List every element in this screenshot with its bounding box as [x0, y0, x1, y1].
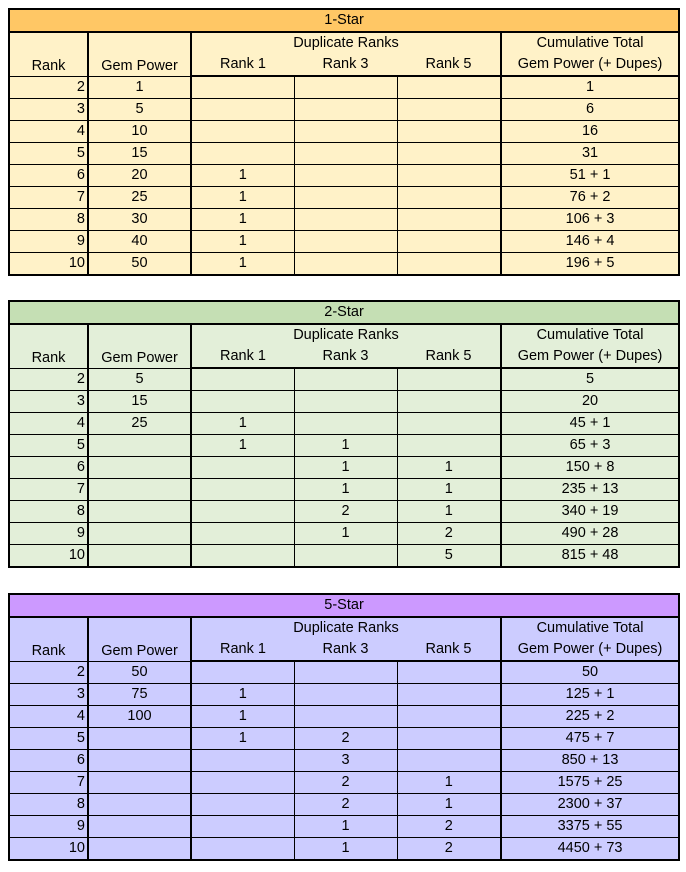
cumulative-total-cell: 31 [501, 143, 679, 165]
rank-cell: 3 [9, 99, 88, 121]
rank1-dupes-cell [191, 661, 294, 684]
rank5-dupes-cell: 5 [397, 545, 501, 568]
rank-cell: 6 [9, 165, 88, 187]
rank1-dupes-cell [191, 143, 294, 165]
rank5-dupes-cell: 1 [397, 794, 501, 816]
rank5-dupes-cell [397, 209, 501, 231]
rank1-dupes-cell [191, 479, 294, 501]
table-row [9, 76, 679, 99]
gem-power-cell: 15 [88, 391, 191, 413]
gem-power-cell: 25 [88, 413, 191, 435]
rank3-dupes-cell [294, 231, 397, 253]
rank5-dupes-cell [397, 684, 501, 706]
gem-power-header: Gem Power [88, 324, 191, 368]
rank1-dupes-cell [191, 794, 294, 816]
five-star-table [8, 593, 680, 861]
table-row [9, 413, 679, 435]
cumulative-total-cell: 6 [501, 99, 679, 121]
rank-cell: 6 [9, 457, 88, 479]
rank-cell: 5 [9, 143, 88, 165]
rank1-dupes-cell [191, 523, 294, 545]
rank5-header: Rank 5 [397, 54, 501, 76]
rank3-dupes-cell: 1 [294, 435, 397, 457]
rank3-dupes-cell [294, 545, 397, 568]
gem-power-cell: 15 [88, 143, 191, 165]
rank5-header: Rank 5 [397, 639, 501, 661]
rank3-dupes-cell: 3 [294, 750, 397, 772]
cumulative-total-cell: 146 + 4 [501, 231, 679, 253]
rank-cell: 7 [9, 187, 88, 209]
rank-cell: 4 [9, 706, 88, 728]
cumulative-total-cell: 1575 + 25 [501, 772, 679, 794]
rank1-dupes-cell: 1 [191, 209, 294, 231]
gem-power-cell [88, 838, 191, 861]
rank3-dupes-cell [294, 143, 397, 165]
cumulative-total-cell: 45 + 1 [501, 413, 679, 435]
cumulative-total-cell: 65 + 3 [501, 435, 679, 457]
table-title: 5-Star [9, 594, 679, 617]
rank1-dupes-cell [191, 76, 294, 99]
header-row [9, 32, 679, 54]
table-row [9, 479, 679, 501]
rank-cell: 6 [9, 750, 88, 772]
one-star-table [8, 8, 680, 276]
rank5-dupes-cell: 2 [397, 838, 501, 861]
rank3-dupes-cell [294, 121, 397, 143]
rank-cell: 3 [9, 684, 88, 706]
gem-power-cell [88, 435, 191, 457]
table-row [9, 750, 679, 772]
table-row [9, 661, 679, 684]
rank1-dupes-cell: 1 [191, 435, 294, 457]
table-row [9, 99, 679, 121]
rank3-dupes-cell: 2 [294, 728, 397, 750]
rank5-dupes-cell [397, 706, 501, 728]
rank5-dupes-cell [397, 99, 501, 121]
gem-power-cell [88, 501, 191, 523]
header-row [9, 324, 679, 346]
table-row [9, 706, 679, 728]
table-row [9, 728, 679, 750]
cumulative-total-cell: 340 + 19 [501, 501, 679, 523]
cumulative-total-cell: 2300 + 37 [501, 794, 679, 816]
rank5-dupes-cell: 2 [397, 816, 501, 838]
rank1-header: Rank 1 [191, 54, 294, 76]
cumulative-total-cell: 5 [501, 368, 679, 391]
rank1-header: Rank 1 [191, 639, 294, 661]
rank3-dupes-cell [294, 661, 397, 684]
rank3-dupes-cell [294, 253, 397, 276]
rank3-dupes-cell [294, 706, 397, 728]
table-row [9, 253, 679, 276]
table-row [9, 368, 679, 391]
cumulative-total-cell: 76 + 2 [501, 187, 679, 209]
rank-cell: 8 [9, 209, 88, 231]
cumulative-header-line1: Cumulative Total [501, 32, 679, 54]
cumulative-total-cell: 475 + 7 [501, 728, 679, 750]
cumulative-total-cell: 51 + 1 [501, 165, 679, 187]
rank1-dupes-cell: 1 [191, 728, 294, 750]
table-row [9, 816, 679, 838]
rank3-dupes-cell: 1 [294, 523, 397, 545]
gem-power-cell: 10 [88, 121, 191, 143]
gem-power-cell: 1 [88, 76, 191, 99]
rank-cell: 5 [9, 435, 88, 457]
rank-header: Rank [9, 32, 88, 76]
rank-cell: 4 [9, 413, 88, 435]
gem-power-cell [88, 794, 191, 816]
table-row [9, 143, 679, 165]
rank1-dupes-cell: 1 [191, 231, 294, 253]
rank3-dupes-cell [294, 368, 397, 391]
rank5-dupes-cell [397, 728, 501, 750]
gem-power-cell: 5 [88, 368, 191, 391]
rank5-dupes-cell: 2 [397, 523, 501, 545]
rank-cell: 9 [9, 231, 88, 253]
rank3-header: Rank 3 [294, 54, 397, 76]
rank3-dupes-cell [294, 99, 397, 121]
table-row [9, 231, 679, 253]
rank3-dupes-cell: 2 [294, 772, 397, 794]
rank5-dupes-cell [397, 413, 501, 435]
rank-cell: 2 [9, 661, 88, 684]
gem-power-cell: 50 [88, 253, 191, 276]
gem-power-cell: 100 [88, 706, 191, 728]
rank-cell: 8 [9, 794, 88, 816]
rank5-dupes-cell [397, 661, 501, 684]
table-row [9, 501, 679, 523]
duplicate-ranks-header: Duplicate Ranks [191, 324, 501, 346]
rank-cell: 9 [9, 523, 88, 545]
cumulative-total-cell: 50 [501, 661, 679, 684]
cumulative-header-line2: Gem Power (+ Dupes) [501, 54, 679, 76]
cumulative-header-line2: Gem Power (+ Dupes) [501, 346, 679, 368]
rank-cell: 10 [9, 545, 88, 568]
two-star-table [8, 300, 680, 568]
title-row [9, 301, 679, 324]
rank3-dupes-cell [294, 684, 397, 706]
table-row [9, 523, 679, 545]
rank3-dupes-cell [294, 209, 397, 231]
cumulative-total-cell: 4450 + 73 [501, 838, 679, 861]
cumulative-total-cell: 3375 + 55 [501, 816, 679, 838]
table-title: 1-Star [9, 9, 679, 32]
rank-cell: 3 [9, 391, 88, 413]
rank1-dupes-cell [191, 838, 294, 861]
rank1-dupes-cell: 1 [191, 684, 294, 706]
gem-power-cell [88, 523, 191, 545]
rank-cell: 10 [9, 253, 88, 276]
gem-power-cell: 40 [88, 231, 191, 253]
rank1-header: Rank 1 [191, 346, 294, 368]
table-title: 2-Star [9, 301, 679, 324]
rank5-dupes-cell: 1 [397, 501, 501, 523]
rank1-dupes-cell: 1 [191, 413, 294, 435]
rank-cell: 9 [9, 816, 88, 838]
rank1-dupes-cell: 1 [191, 253, 294, 276]
gem-power-header: Gem Power [88, 32, 191, 76]
rank-cell: 2 [9, 368, 88, 391]
rank1-dupes-cell: 1 [191, 706, 294, 728]
rank3-dupes-cell: 1 [294, 479, 397, 501]
gem-power-cell: 5 [88, 99, 191, 121]
cumulative-total-cell: 490 + 28 [501, 523, 679, 545]
rank5-dupes-cell [397, 143, 501, 165]
rank5-dupes-cell [397, 391, 501, 413]
table-row [9, 121, 679, 143]
cumulative-total-cell: 196 + 5 [501, 253, 679, 276]
gem-power-cell: 20 [88, 165, 191, 187]
gem-power-cell: 30 [88, 209, 191, 231]
cumulative-total-cell: 125 + 1 [501, 684, 679, 706]
rank5-dupes-cell: 1 [397, 457, 501, 479]
table-row [9, 457, 679, 479]
rank5-dupes-cell [397, 165, 501, 187]
rank3-dupes-cell: 2 [294, 501, 397, 523]
rank3-dupes-cell: 2 [294, 794, 397, 816]
table-row [9, 187, 679, 209]
gem-power-cell: 25 [88, 187, 191, 209]
rank-cell: 10 [9, 838, 88, 861]
title-row [9, 594, 679, 617]
cumulative-total-cell: 106 + 3 [501, 209, 679, 231]
table-row [9, 838, 679, 861]
rank5-dupes-cell [397, 368, 501, 391]
cumulative-total-cell: 16 [501, 121, 679, 143]
rank1-dupes-cell [191, 99, 294, 121]
rank5-dupes-cell: 1 [397, 479, 501, 501]
rank5-dupes-cell [397, 435, 501, 457]
rank3-dupes-cell [294, 187, 397, 209]
rank-cell: 7 [9, 772, 88, 794]
table-row [9, 794, 679, 816]
rank-cell: 5 [9, 728, 88, 750]
gem-power-header: Gem Power [88, 617, 191, 661]
rank3-dupes-cell [294, 76, 397, 99]
rank3-header: Rank 3 [294, 346, 397, 368]
rank5-dupes-cell [397, 187, 501, 209]
rank1-dupes-cell [191, 545, 294, 568]
rank5-dupes-cell [397, 750, 501, 772]
duplicate-ranks-header: Duplicate Ranks [191, 32, 501, 54]
gem-power-cell [88, 479, 191, 501]
cumulative-total-cell: 850 + 13 [501, 750, 679, 772]
rank5-dupes-cell [397, 76, 501, 99]
rank1-dupes-cell: 1 [191, 165, 294, 187]
gem-power-cell [88, 816, 191, 838]
cumulative-header-line2: Gem Power (+ Dupes) [501, 639, 679, 661]
gem-power-cell [88, 545, 191, 568]
cumulative-header-line1: Cumulative Total [501, 617, 679, 639]
rank1-dupes-cell [191, 750, 294, 772]
rank3-dupes-cell: 1 [294, 816, 397, 838]
rank1-dupes-cell [191, 391, 294, 413]
table-row [9, 684, 679, 706]
cumulative-header-line1: Cumulative Total [501, 324, 679, 346]
rank3-dupes-cell [294, 165, 397, 187]
rank3-dupes-cell: 1 [294, 838, 397, 861]
rank-cell: 2 [9, 76, 88, 99]
rank3-dupes-cell [294, 391, 397, 413]
table-row [9, 545, 679, 568]
rank3-dupes-cell [294, 413, 397, 435]
table-row [9, 435, 679, 457]
table-row [9, 209, 679, 231]
header-row [9, 617, 679, 639]
rank1-dupes-cell [191, 772, 294, 794]
table-row [9, 772, 679, 794]
rank5-dupes-cell: 1 [397, 772, 501, 794]
rank5-header: Rank 5 [397, 346, 501, 368]
rank1-dupes-cell [191, 816, 294, 838]
cumulative-total-cell: 150 + 8 [501, 457, 679, 479]
rank5-dupes-cell [397, 253, 501, 276]
table-row [9, 165, 679, 187]
gem-power-cell: 50 [88, 661, 191, 684]
rank-header: Rank [9, 617, 88, 661]
rank1-dupes-cell: 1 [191, 187, 294, 209]
cumulative-total-cell: 225 + 2 [501, 706, 679, 728]
gem-power-cell [88, 728, 191, 750]
title-row [9, 9, 679, 32]
rank1-dupes-cell [191, 368, 294, 391]
cumulative-total-cell: 1 [501, 76, 679, 99]
rank3-dupes-cell: 1 [294, 457, 397, 479]
rank-cell: 8 [9, 501, 88, 523]
rank-cell: 4 [9, 121, 88, 143]
gem-power-cell: 75 [88, 684, 191, 706]
rank-cell: 7 [9, 479, 88, 501]
gem-power-cell [88, 457, 191, 479]
rank5-dupes-cell [397, 231, 501, 253]
rank1-dupes-cell [191, 457, 294, 479]
rank-header: Rank [9, 324, 88, 368]
gem-power-cell [88, 750, 191, 772]
cumulative-total-cell: 815 + 48 [501, 545, 679, 568]
duplicate-ranks-header: Duplicate Ranks [191, 617, 501, 639]
cumulative-total-cell: 20 [501, 391, 679, 413]
rank3-header: Rank 3 [294, 639, 397, 661]
gem-power-cell [88, 772, 191, 794]
cumulative-total-cell: 235 + 13 [501, 479, 679, 501]
rank5-dupes-cell [397, 121, 501, 143]
table-row [9, 391, 679, 413]
rank1-dupes-cell [191, 501, 294, 523]
rank1-dupes-cell [191, 121, 294, 143]
